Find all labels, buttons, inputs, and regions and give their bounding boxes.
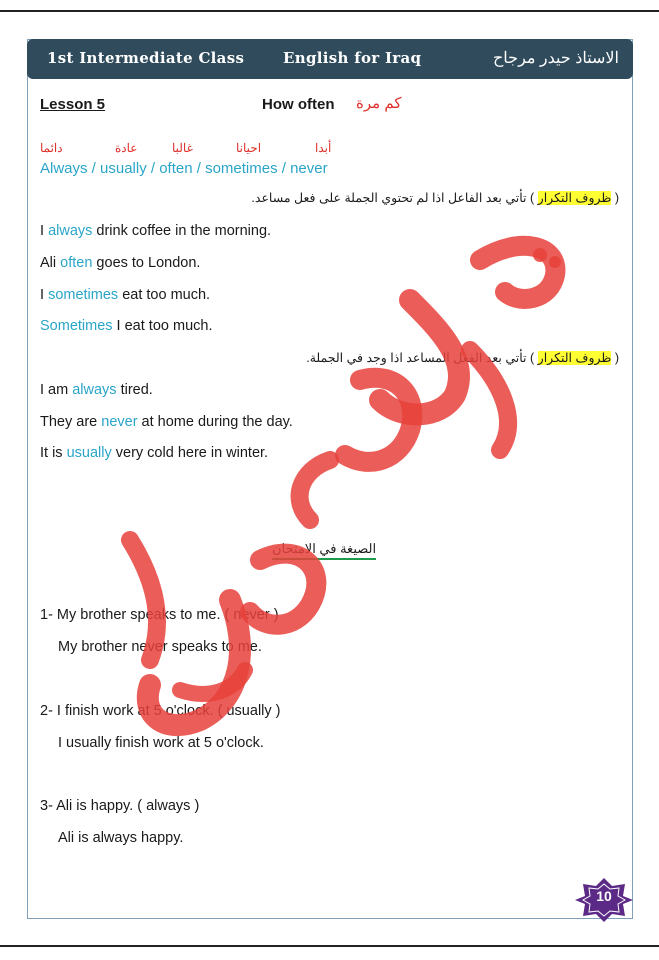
adverb-ar-usually: عادة [115,141,138,155]
example-sentence: I always drink coffee in the morning. [40,223,272,239]
lesson-title: How often [262,96,335,113]
example-sentence: They are never at home during the day. [40,414,293,430]
header-teacher: الاستاذ حيدر مرجاح [492,50,619,67]
header-class: 1st Intermediate Class [47,49,245,67]
rule-after-auxiliary [306,350,619,365]
example-sentence: Sometimes I eat too much. [40,318,213,334]
lesson-title-ar: كم مرة [356,95,402,112]
adverb: often [60,255,93,271]
exercise-answer: I usually finish work at 5 o'clock. [58,735,264,751]
bottom-rule [0,945,659,947]
rule-highlight: ظروف التكرار [537,191,612,205]
adverb: sometimes [48,287,119,303]
example-sentence: I sometimes eat too much. [40,287,211,303]
header-subject: English for Iraq [283,49,422,67]
page-header [27,39,633,79]
example-sentence: I am always tired. [40,382,153,398]
example-sentence: It is usually very cold here in winter. [40,445,269,461]
rule-after-subject [251,190,619,205]
rule-text: ) تأتي بعد الفاعل اذا لم تحتوي الجملة على فعل مساعد. [251,191,535,205]
exercise-question: 3- Ali is happy. ( always ) [40,798,200,814]
page-number: 10 [596,888,612,904]
adverb: always [72,382,117,398]
adverb: Sometimes [40,318,113,334]
adverb: usually [66,445,112,461]
adverb: never [101,414,138,430]
lesson-label: Lesson 5 [40,96,106,113]
example-sentence: Ali often goes to London. [40,255,201,271]
rule-highlight: ظروف التكرار [537,351,612,365]
adverb-ar-always: دائما [40,141,63,155]
top-rule [0,10,659,12]
exam-form-title: الصيغة في الامتحان [272,541,376,560]
exercise-question: 2- I finish work at 5 o'clock. ( usually ) [40,703,281,719]
adverb-ar-often: غالبا [172,141,193,155]
exercise-answer: Ali is always happy. [58,830,184,846]
adverb-ar-never: أبدا [315,141,332,155]
adverb-ar-sometimes: احيانا [236,141,262,155]
rule-text: ) تأتي بعد الفعل المساعد اذا وجد في الجملة. [306,351,535,365]
adverb: always [48,223,93,239]
adverbs-line: Always / usually / often / sometimes / never [40,160,328,177]
rule-open: ( [614,351,619,365]
exercise-answer: My brother never speaks to me. [58,639,262,655]
exercise-question: 1- My brother speaks to me. ( never ) [40,607,279,623]
rule-open: ( [614,191,619,205]
